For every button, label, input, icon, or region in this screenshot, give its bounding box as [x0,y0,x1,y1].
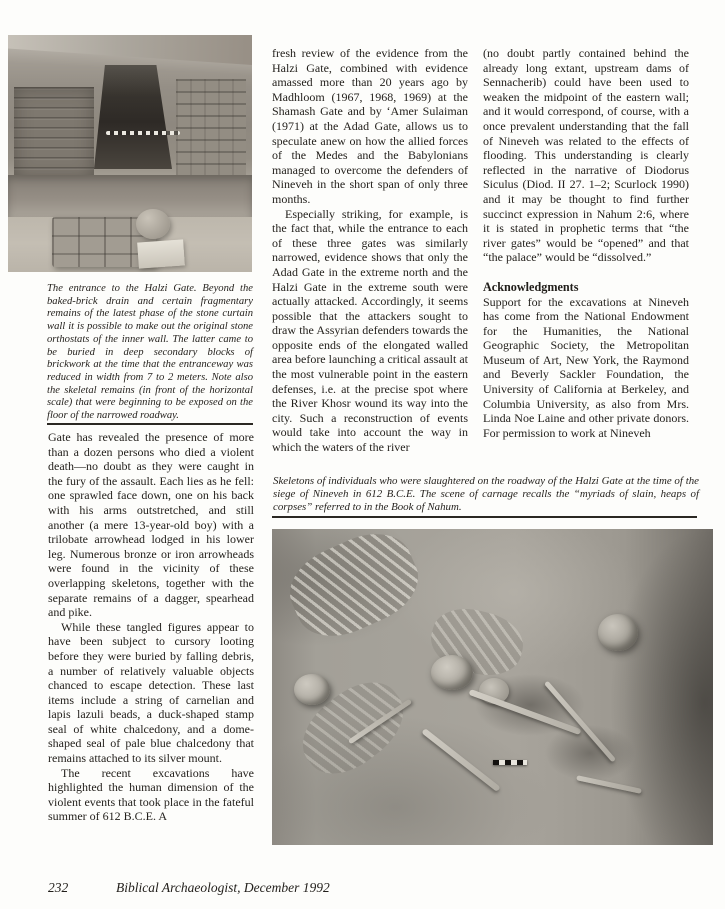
drain-dotted-row-shape [106,131,180,135]
acknowledgments-heading: Acknowledgments [483,279,579,294]
skull-shape [431,655,473,690]
caption-divider-rule [47,423,253,425]
gate-photo-caption: The entrance to the Halzi Gate. Beyond the baked-brick drain and certain fragmentary remains of the latest phase of the stone curtain wall it is possible to make out the original stone orthostats of the inner wall. The latter came to be buried in deep secondary blocks of brickwork at the time that the entranceway was reduced in width from 7 to 2 meters. Note also the skeletal remains (in front of the horizontal scale) that were beginning to be exposed on the floor of the narrowed roadway. [47,283,253,422]
body-paragraph: fresh review of the evidence from the Halzi Gate, combined with evidence amassed more than 20 years ago by Madhloom (1967, 1968, 1969) at the Shamash Gate and by ‘Amer Sulaiman (1971) at the Adad Gate, allows us to speculate anew on how the allied forces of the Medes and the Babylonians managed to overcome the defenders of Nineveh in the short span of only three months. [272,46,468,206]
hill-ridge-shape [8,35,252,65]
skeletons-photo-caption: Skeletons of individuals who were slaughtered on the roadway of the Halzi Gate at the time of the siege of Nineveh in 612 B.C.E. The scene of carnage recalls the “myriads of slain, heaps of corpses” referred to in the Book of Nahum. [273,475,699,514]
photo-scale-bar [493,760,527,765]
column-middle [272,46,468,455]
long-bone-shape [421,728,500,792]
stepped-wall-right-shape [176,79,246,189]
brick-wall-left-shape [14,87,94,181]
skull-shape [294,674,330,705]
journal-title: Biblical Archaeologist, December 1992 [116,880,330,895]
boulder-shape [136,209,170,239]
ribcage-shape [278,529,430,650]
body-paragraph: The recent excavations have highlighted the human dimension of the violent events that took place in the fateful summer of 612 B.C.E. A [48,765,254,824]
body-paragraph: Support for the excavations at Nineveh has come from the National Endowment for the Humanities, the National Geographic Society, the Metropolitan Museum of Art, New York, the Raymond and Beverly Sackler Foundation, the University of California at Berkeley, and Columbia University, as also from Mrs. Linda Noe Laine and other private donors. For permission to work at Nineveh [483,294,689,440]
gate-doorway-shape [94,65,172,169]
column-right [483,46,689,440]
column-left [48,430,254,824]
white-stone-shape [137,239,185,268]
skull-shape [598,614,638,651]
body-paragraph: Especially striking, for example, is the fact that, while the entrance to each of these three gates was similarly narrowed, evidence shows that only the Adad Gate in the extreme north and the Halzi Gate in the extreme south were actually attacked. Accordingly, it seems possible that the attackers sought to draw the Assyrian defenders towards the opposite ends of the elongated walled area before launching a critical assault at the most vulnerable point in the eastern defenses, i.e. at the precise spot where the River Khosr wound its way into the city. Such a reconstruction of events would take into account the way in which the waters of the river [272,206,468,455]
body-paragraph: While these tangled figures appear to have been subject to cursory looting before they were buried by falling debris, a number of relatively valuable objects chanced to escape detection. These last items include a string of carnelian and lapis lazuli beads, a duck-shaped stamp seal of white chalcedony, and a dome-shaped seal of pale blue chalcedony that remains attached to its silver mount. [48,619,254,766]
skeletons-photo [272,529,713,845]
halzi-gate-photo [8,35,252,272]
page-number: 232 [48,880,69,895]
body-paragraph: Gate has revealed the presence of more than a dozen persons who died a violent death—no doubt as they were caught in the fury of the assault. Each lies as he fell: one sprawled face down, one on his back with his arms outstretched, and still another (a mere 13-year-old boy) with a trilobate arrowhead lodged in his lower leg. Numerous bronze or iron arrowheads were found in the vicinity of these overlapping skeletons, together with the separate remains of a dagger, spearhead and pike. [48,430,254,620]
caption-divider-rule [272,516,697,518]
trench-shape [8,175,252,217]
body-paragraph: (no doubt partly contained behind the already long extant, upstream dams of Sennacherib) could have been used to weaken the midpoint of the eastern wall; and it would correspond, of course, with a once prevalent understanding that the fall of Nineveh was related to the effects of flooding. This understanding is clearly reflected in the narrative of Diodorus Siculus (Diod. II 27. 1–2; Scurlock 1990) and it may be thought to find further succinct expression in Nahum 2:6, where it is stated in prophetic terms that “the river gates” would be “opened” and that “the palace” would be “dissolved.” [483,46,689,265]
